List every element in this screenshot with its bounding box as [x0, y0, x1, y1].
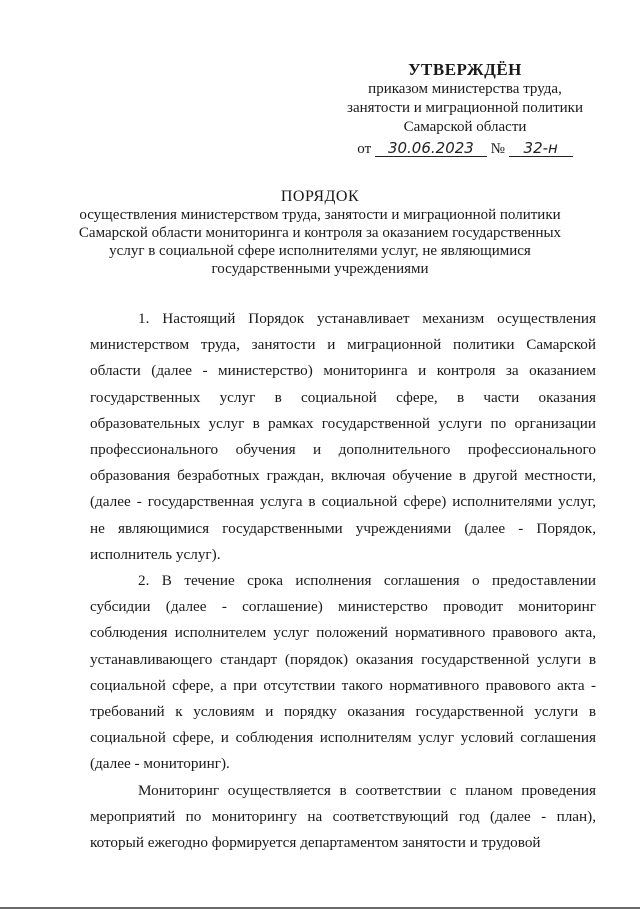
document-body: [90, 306, 596, 856]
date-prefix: от: [357, 141, 372, 157]
paragraph-1: 1. Настоящий Порядок устанавливает механизм осуществления министерством труда, занятости и миграционной политики Самарской области (далее - министерство) мониторинга и контроля за оказанием государственных услуг в социальной сфере, в части оказания образовательных услуг в рамках государственной услуги по организации профессионального обучения и дополнительного профессионального образования безработных граждан, включая обучение в другой местности, (далее - государственная услуга в социальной сфере) исполнителями услуг, не являющимися государственными учреждениями (далее - Порядок, исполнитель услуг).: [90, 310, 596, 563]
paragraph-3: Мониторинг осуществляется в соответствии с планом проведения мероприятий по мониторингу на соответствующий год (далее - план), который ежегодно формируется департаментом занятости и трудовой: [90, 781, 596, 852]
approval-date-line: [330, 138, 600, 160]
document-title-block: [60, 187, 580, 278]
scan-bottom-edge: [0, 907, 640, 909]
document-title: ПОРЯДОК: [280, 188, 360, 205]
approval-line-1: приказом министерства труда,: [368, 81, 562, 97]
approval-line-3: Самарской области: [403, 119, 527, 135]
paragraph-2: 2. В течение срока исполнения соглашения о предоставлении субсидии (далее - соглашение) министерство проводит мониторинг соблюдения исполнителем услуг положений нормативного правового акта, устанавливающего стандарт (порядок) оказания государственной услуги в социальной сфере, а при отсутствии такого нормативного правового акта - требований к условиям и порядку оказания государственной услуги в социальной сфере, и соблюдения исполнителям услуг условий соглашения (далее - мониторинг).: [90, 572, 596, 773]
document-subtitle: осуществления министерством труда, занятости и миграционной политики Самарской области мониторинга и контроля за оказанием государственных услуг в социальной сфере исполнителями услуг, не являющимися государственными учреждениями: [78, 207, 562, 277]
approval-line-2: занятости и миграционной политики: [347, 100, 583, 116]
handwritten-number: 32-н: [509, 140, 573, 157]
handwritten-date: 30.06.2023: [375, 140, 487, 157]
number-prefix: №: [490, 141, 505, 157]
approval-heading: УТВЕРЖДЁН: [408, 60, 522, 79]
approval-stamp: [330, 60, 600, 160]
